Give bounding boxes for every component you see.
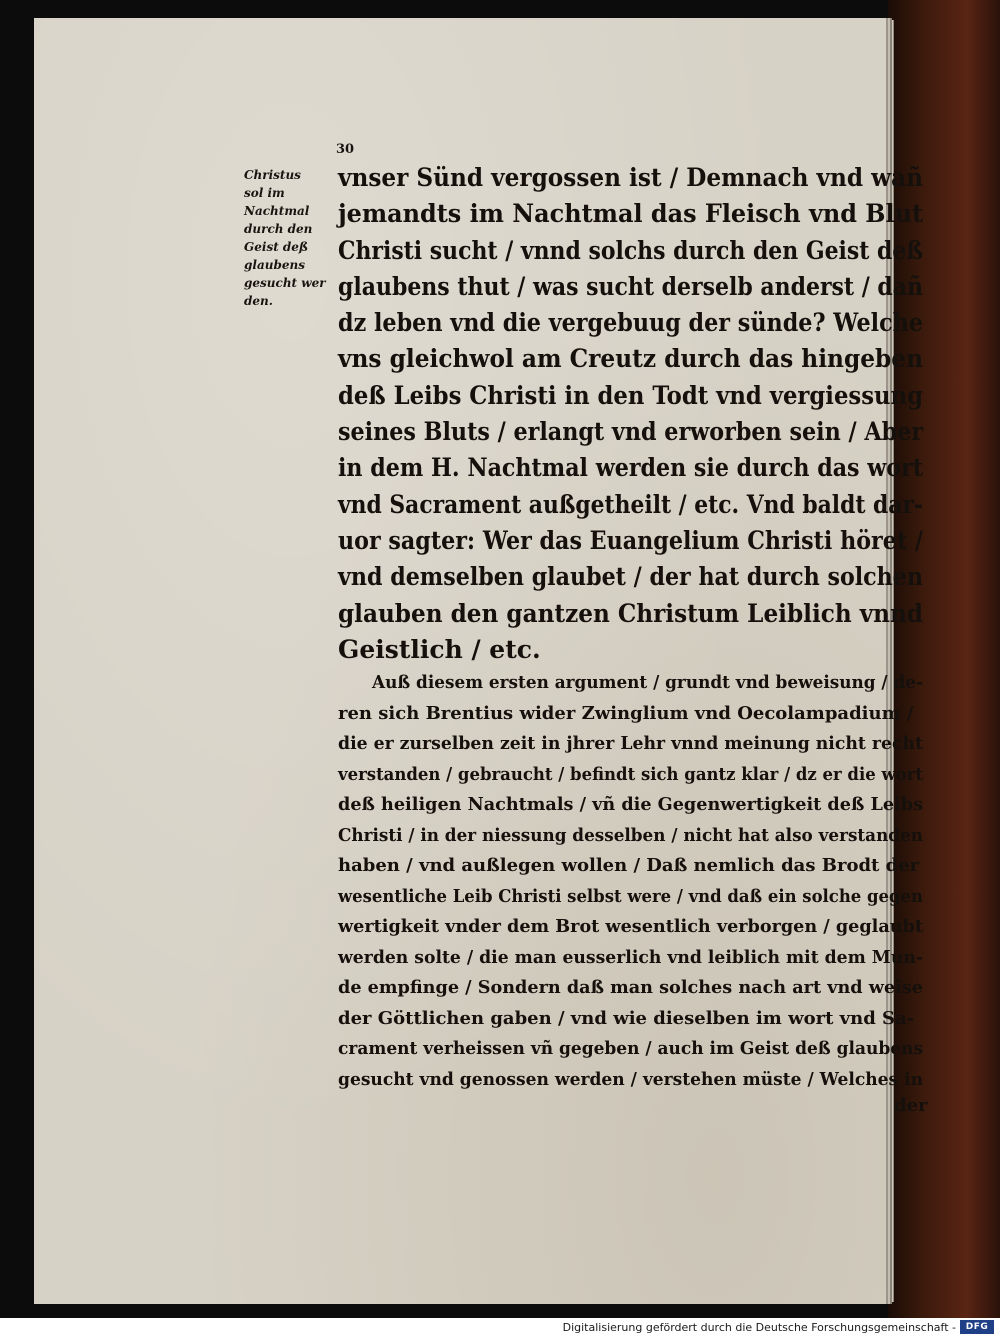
margin-note-line: Nachtmal xyxy=(244,204,310,218)
paragraph-line: die er zurselben zeit in jhrer Lehr vnnd meinung nicht recht xyxy=(338,733,923,755)
paragraph-line: Auß diesem ersten argument / grundt vnd beweisung / de- xyxy=(372,672,923,694)
text-line: deß Leibs Christi in den Todt vnd vergiessung xyxy=(338,380,923,410)
paragraph-line: haben / vnd außlegen wollen / Daß nemlich das Brodt der xyxy=(338,855,920,877)
margin-note-line: durch den xyxy=(244,222,313,236)
text-line: Geistlich / etc. xyxy=(338,634,541,664)
margin-note-line: Geist deß xyxy=(244,240,309,254)
paragraph-line: deß heiligen Nachtmals / vñ die Gegenwertigkeit deß Leibs xyxy=(338,794,923,816)
paragraph-line: wertigkeit vnder dem Brot wesentlich verborgen / geglaubt xyxy=(338,916,923,938)
text-line: vnd demselben glaubet / der hat durch solchen xyxy=(338,562,923,592)
text-line: vnser Sünd vergossen ist / Demnach vnd wañ xyxy=(338,163,923,192)
text-line: glaubens thut / was sucht derselb anderst / dañ xyxy=(338,271,923,301)
paragraph-line: ren sich Brentius wider Zwinglium vnd Oecolampadium / xyxy=(338,702,914,724)
text-line: uor sagter: Wer das Euangelium Christi höret / xyxy=(338,525,923,555)
main-text-block xyxy=(338,160,933,1095)
paragraph-line: de empfinge / Sondern daß man solches nach art vnd weise xyxy=(338,977,923,999)
text-line: vns gleichwol am Creutz durch das hingeben xyxy=(338,344,923,374)
funding-notice: Digitalisierung gefördert durch die Deutsche Forschungsgemeinschaft - xyxy=(562,1321,956,1334)
margin-note-line: Christus xyxy=(244,168,301,182)
margin-note-line: sol im xyxy=(244,186,285,200)
margin-note-line: glaubens xyxy=(244,258,305,272)
text-line: dz leben vnd die vergebuug der sünde? Welche xyxy=(338,308,923,338)
text-line: Christi sucht / vnnd solchs durch den Geist deß xyxy=(338,235,923,265)
paragraph-line: Christi / in der niessung desselben / nicht hat also verstanden xyxy=(338,824,923,846)
catchword: der xyxy=(894,1095,928,1116)
paragraph-line: der Göttlichen gaben / vnd wie dieselben im wort vnd Sa- xyxy=(338,1007,915,1029)
margin-note-line: den. xyxy=(244,294,273,308)
text-line: glauben den gantzen Christum Leiblich vnnd xyxy=(338,598,923,628)
text-line: seines Bluts / erlangt vnd erworben sein / Aber xyxy=(338,417,923,447)
paragraph-line: verstanden / gebraucht / befindt sich gantz klar / dz er die wort xyxy=(338,763,923,785)
paragraph-line: werden solte / die man eusserlich vnd leiblich mit dem Mun- xyxy=(338,946,923,968)
text-line: jemandts im Nachtmal das Fleisch vnd Blut xyxy=(338,199,923,229)
page-number: 30 xyxy=(336,142,355,157)
dfg-logo: DFG xyxy=(960,1320,994,1334)
margin-note xyxy=(244,166,336,310)
margin-note-line: gesucht wer xyxy=(244,276,326,290)
text-line: vnd Sacrament außgetheilt / etc. Vnd baldt dar- xyxy=(338,489,923,519)
paragraph-line: crament verheissen vñ gegeben / auch im Geist deß glaubens xyxy=(338,1038,923,1060)
paragraph-line: wesentliche Leib Christi selbst were / vnd daß ein solche gegen xyxy=(338,885,923,907)
paragraph-line: gesucht vnd genossen werden / verstehen müste / Welches in xyxy=(338,1068,923,1090)
text-line: in dem H. Nachtmal werden sie durch das wort xyxy=(338,453,923,483)
